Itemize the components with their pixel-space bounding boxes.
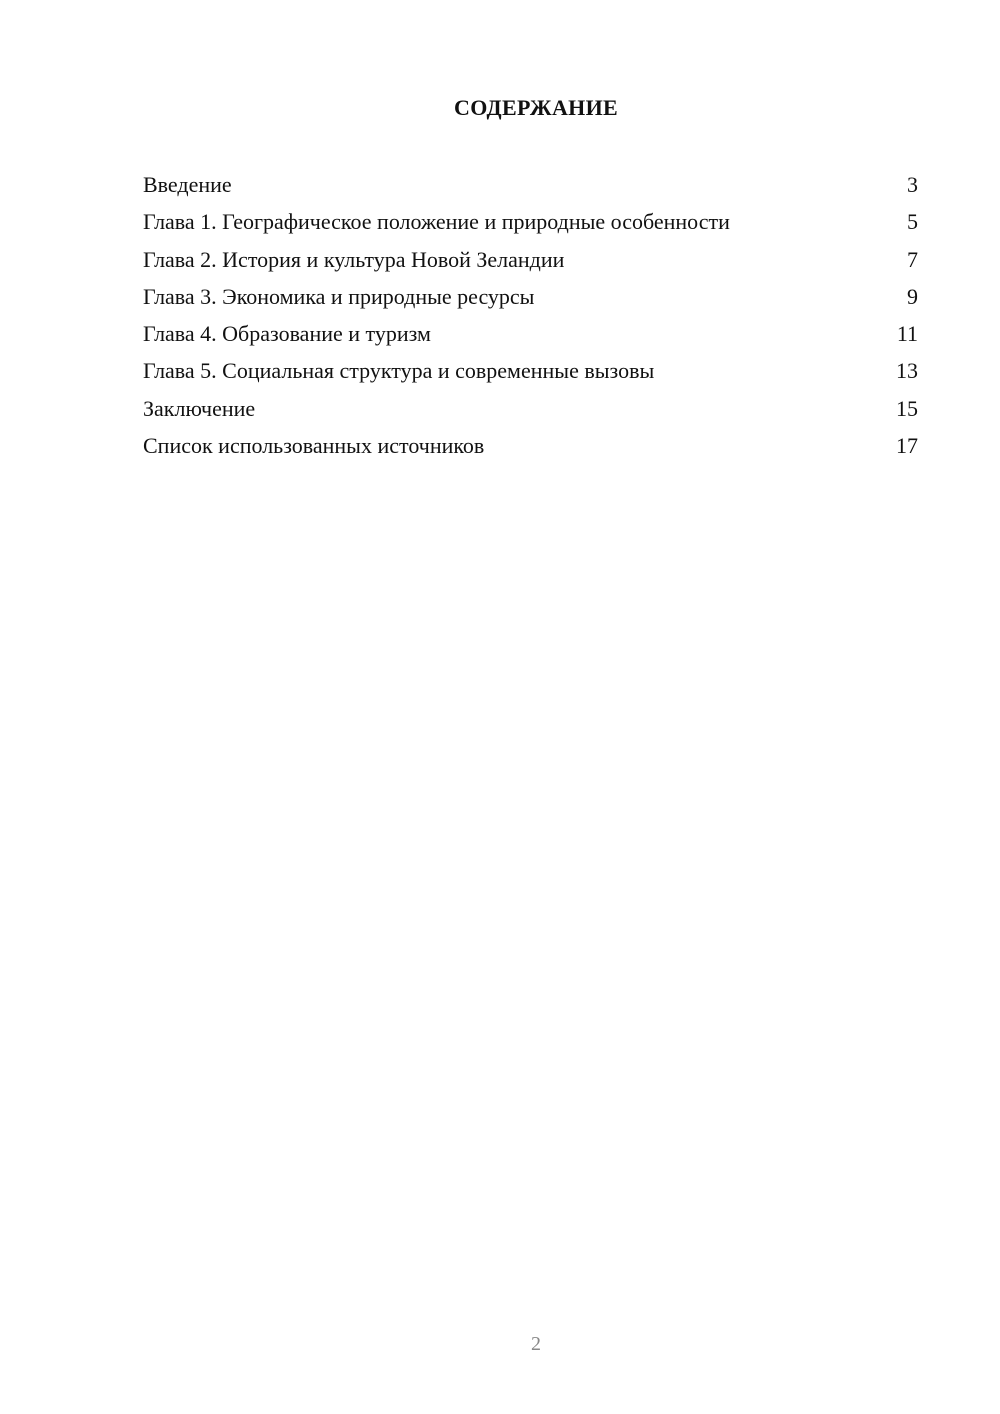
toc-entry-page: 7 bbox=[907, 246, 918, 272]
toc-entry-label: Глава 4. Образование и туризм bbox=[143, 321, 431, 347]
page-title: СОДЕРЖАНИЕ bbox=[454, 95, 618, 120]
toc-entry-page: 11 bbox=[896, 321, 918, 347]
toc-entry-chapter-2 bbox=[143, 245, 918, 282]
toc-entry-label: Глава 5. Социальная структура и современные вызовы bbox=[143, 358, 655, 384]
toc-entry-conclusion bbox=[143, 394, 918, 431]
toc-entry-references bbox=[143, 431, 918, 468]
toc-entry-page: 3 bbox=[907, 172, 918, 197]
toc-entry-page: 5 bbox=[907, 209, 918, 235]
toc-entry-chapter-3 bbox=[143, 282, 918, 319]
toc-entry-page: 17 bbox=[896, 433, 918, 459]
toc-entry-page: 15 bbox=[896, 395, 918, 421]
toc-entry-chapter-4 bbox=[143, 319, 918, 356]
toc-entry-introduction bbox=[143, 170, 918, 207]
toc-entry-chapter-5 bbox=[143, 356, 918, 393]
toc-entry-label: Глава 2. История и культура Новой Зеландии bbox=[143, 246, 565, 272]
toc-entry-label: Введение bbox=[143, 172, 232, 197]
toc-entry-label: Глава 1. Географическое положение и природные особенности bbox=[143, 209, 730, 235]
toc-entry-label: Глава 3. Экономика и природные ресурсы bbox=[143, 283, 535, 309]
toc-entry-page: 13 bbox=[896, 358, 918, 384]
toc-entry-label: Заключение bbox=[143, 395, 256, 421]
toc-entry-chapter-1 bbox=[143, 207, 918, 244]
page-number: 2 bbox=[531, 1333, 541, 1355]
table-of-contents bbox=[143, 170, 918, 468]
toc-entry-page: 9 bbox=[907, 283, 918, 309]
toc-entry-label: Список использованных источников bbox=[143, 433, 485, 459]
